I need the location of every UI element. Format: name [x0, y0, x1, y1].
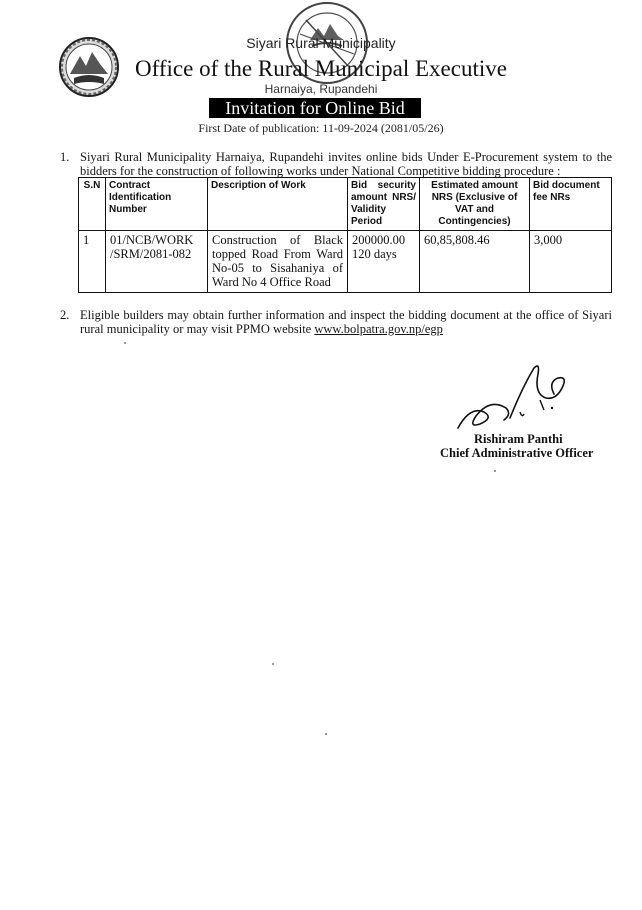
cell-sn: 1 [79, 231, 106, 293]
publication-date: First Date of publication: 11-09-2024 (2081/05/26) [198, 121, 444, 135]
paragraph-text [80, 308, 612, 336]
table-header-row [79, 178, 612, 231]
table-row [79, 231, 612, 293]
header-bid-security: Bid security amount NRS/ Validity Period [348, 178, 420, 231]
paragraph-number: 1. [60, 150, 70, 164]
scan-speck [494, 470, 496, 472]
header-contract-id: Contract Identification Number [106, 178, 208, 231]
district-name: Harnaiya, Rupandehi [264, 82, 378, 96]
header-estimated-amount: Estimated amount NRS (Exclusive of VAT and Contingencies) [420, 178, 530, 231]
scan-speck [325, 733, 327, 735]
cell-bid-security: 200000.00 120 days [348, 231, 420, 293]
paragraph-1 [60, 150, 612, 178]
header-description: Description of Work [208, 178, 348, 231]
signatory-name: Rishiram Panthi [474, 432, 563, 446]
handwritten-signature [450, 358, 590, 438]
cell-estimated-amount: 60,85,808.46 [420, 231, 530, 293]
signatory-title: Chief Administrative Officer [440, 446, 594, 460]
cell-contract-id: 01/NCB/WORK /SRM/2081-082 [106, 231, 208, 293]
invitation-title: Invitation for Online Bid [209, 98, 421, 118]
bid-table [78, 177, 612, 293]
scan-speck [272, 663, 274, 665]
paragraph-2 [60, 308, 612, 336]
municipality-name: Siyari Rural Municipality [246, 35, 396, 51]
paragraph-text: Siyari Rural Municipality Harnaiya, Rupandehi invites online bids Under E-Procurement system to the bidders for the construction of following works under National Competitive bidding procedure : [80, 150, 612, 178]
header-document-fee: Bid document fee NRs [530, 178, 612, 231]
cell-document-fee: 3,000 [530, 231, 612, 293]
header-sn: S.N [79, 178, 106, 231]
paragraph-number: 2. [60, 308, 70, 322]
scan-speck [124, 342, 126, 344]
ppmo-website-link[interactable]: www.bolpatra.gov.np/egp [314, 322, 443, 336]
cell-description: Construction of Black topped Road From Ward No-05 to Sisahaniya of Ward No 4 Office Road [208, 231, 348, 293]
paragraph-text-body: Eligible builders may obtain further information and inspect the bidding document at the office of Siyari rural municipality or may visit PPMO website [80, 308, 612, 336]
office-title: Office of the Rural Municipal Executive [135, 56, 507, 81]
